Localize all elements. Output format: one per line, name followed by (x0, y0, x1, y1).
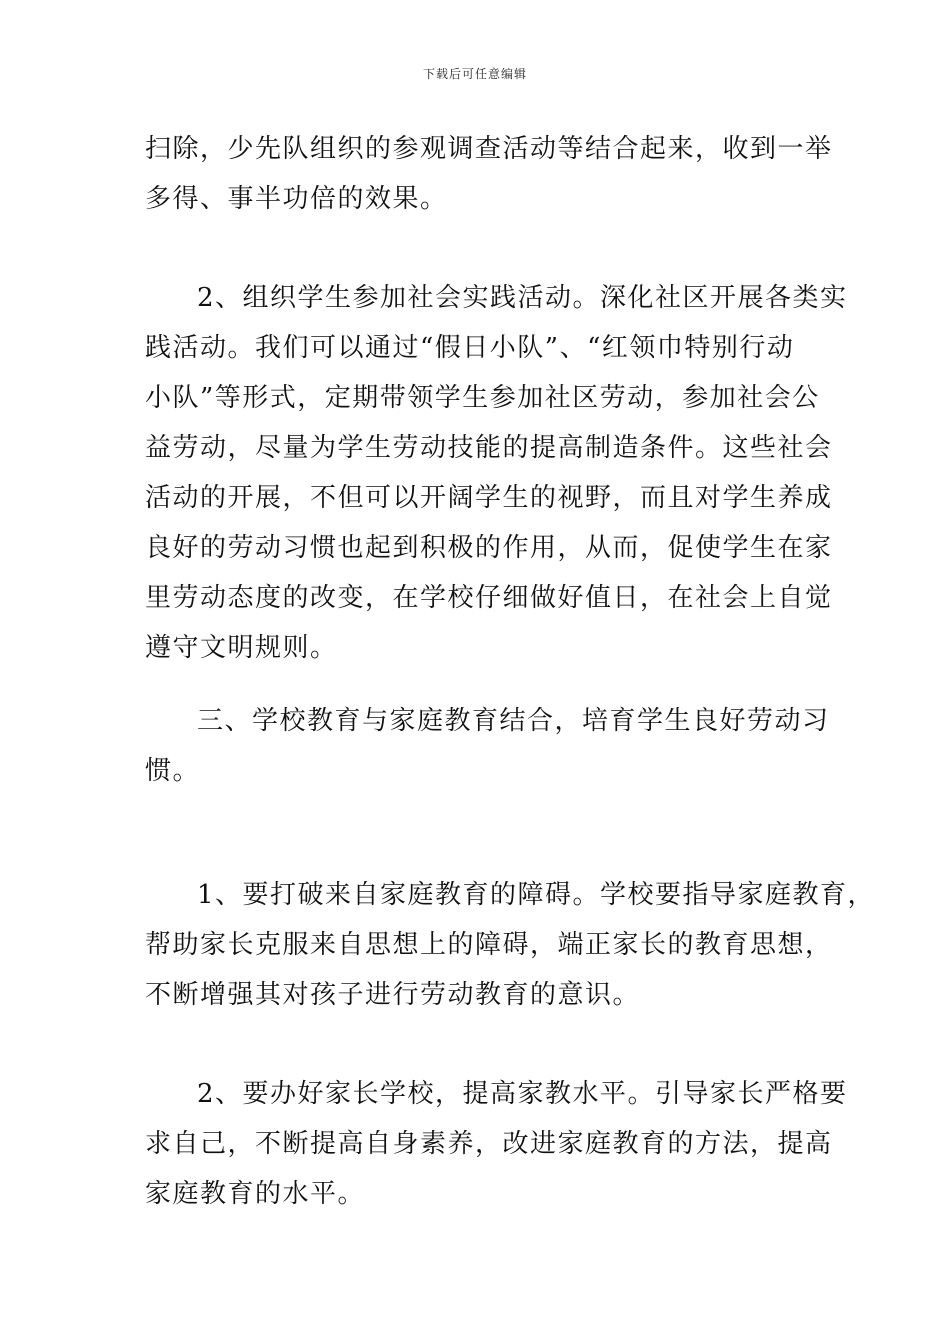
paragraph-family-obstacles (145, 870, 876, 1020)
paragraph-line: 多得、事半功倍的效果。 (145, 184, 448, 214)
paragraph-parent-school (145, 1069, 848, 1219)
paragraph-line: 惯。 (145, 756, 201, 786)
paragraph-line: 遵守文明规则。 (145, 633, 338, 663)
section-heading-three (145, 696, 830, 796)
paragraph-continuation (145, 124, 833, 224)
page-header: 下载后可任意编辑 (422, 67, 527, 81)
paragraph-line: 良好的劳动习惯也起到积极的作用，从而，促使学生在家 (145, 533, 833, 563)
paragraph-line: 三、学校教育与家庭教育结合，培育学生良好劳动习 (197, 706, 830, 736)
paragraph-line: 益劳动，尽量为学生劳动技能的提高制造条件。这些社会 (145, 433, 833, 463)
paragraph-line: 帮助家长克服来自思想上的障碍，端正家长的教育思想， (145, 930, 833, 960)
paragraph-line: 不断增强其对孩子进行劳动教育的意识。 (145, 980, 641, 1010)
paragraph-line: 家庭教育的水平。 (145, 1179, 366, 1209)
paragraph-line: 活动的开展，不但可以开阔学生的视野，而且对学生养成 (145, 483, 833, 513)
paragraph-line: 2、要办好家长学校，提高家教水平。引导家长严格要 (197, 1079, 848, 1109)
paragraph-line: 1、要打破来自家庭教育的障碍。学校要指导家庭教育， (197, 880, 876, 910)
paragraph-line: 扫除，少先队组织的参观调查活动等结合起来，收到一举 (145, 134, 833, 164)
paragraph-line: 里劳动态度的改变，在学校仔细做好值日，在社会上自觉 (145, 583, 833, 613)
paragraph-line: 小队”等形式，定期带领学生参加社区劳动，参加社会公 (145, 383, 820, 413)
paragraph-line: 践活动。我们可以通过“假日小队”、“红领巾特别行动 (145, 333, 795, 363)
paragraph-social-practice (145, 273, 848, 673)
paragraph-line: 2、组织学生参加社会实践活动。深化社区开展各类实 (197, 283, 848, 313)
paragraph-line: 求自己，不断提高自身素养，改进家庭教育的方法，提高 (145, 1129, 833, 1159)
